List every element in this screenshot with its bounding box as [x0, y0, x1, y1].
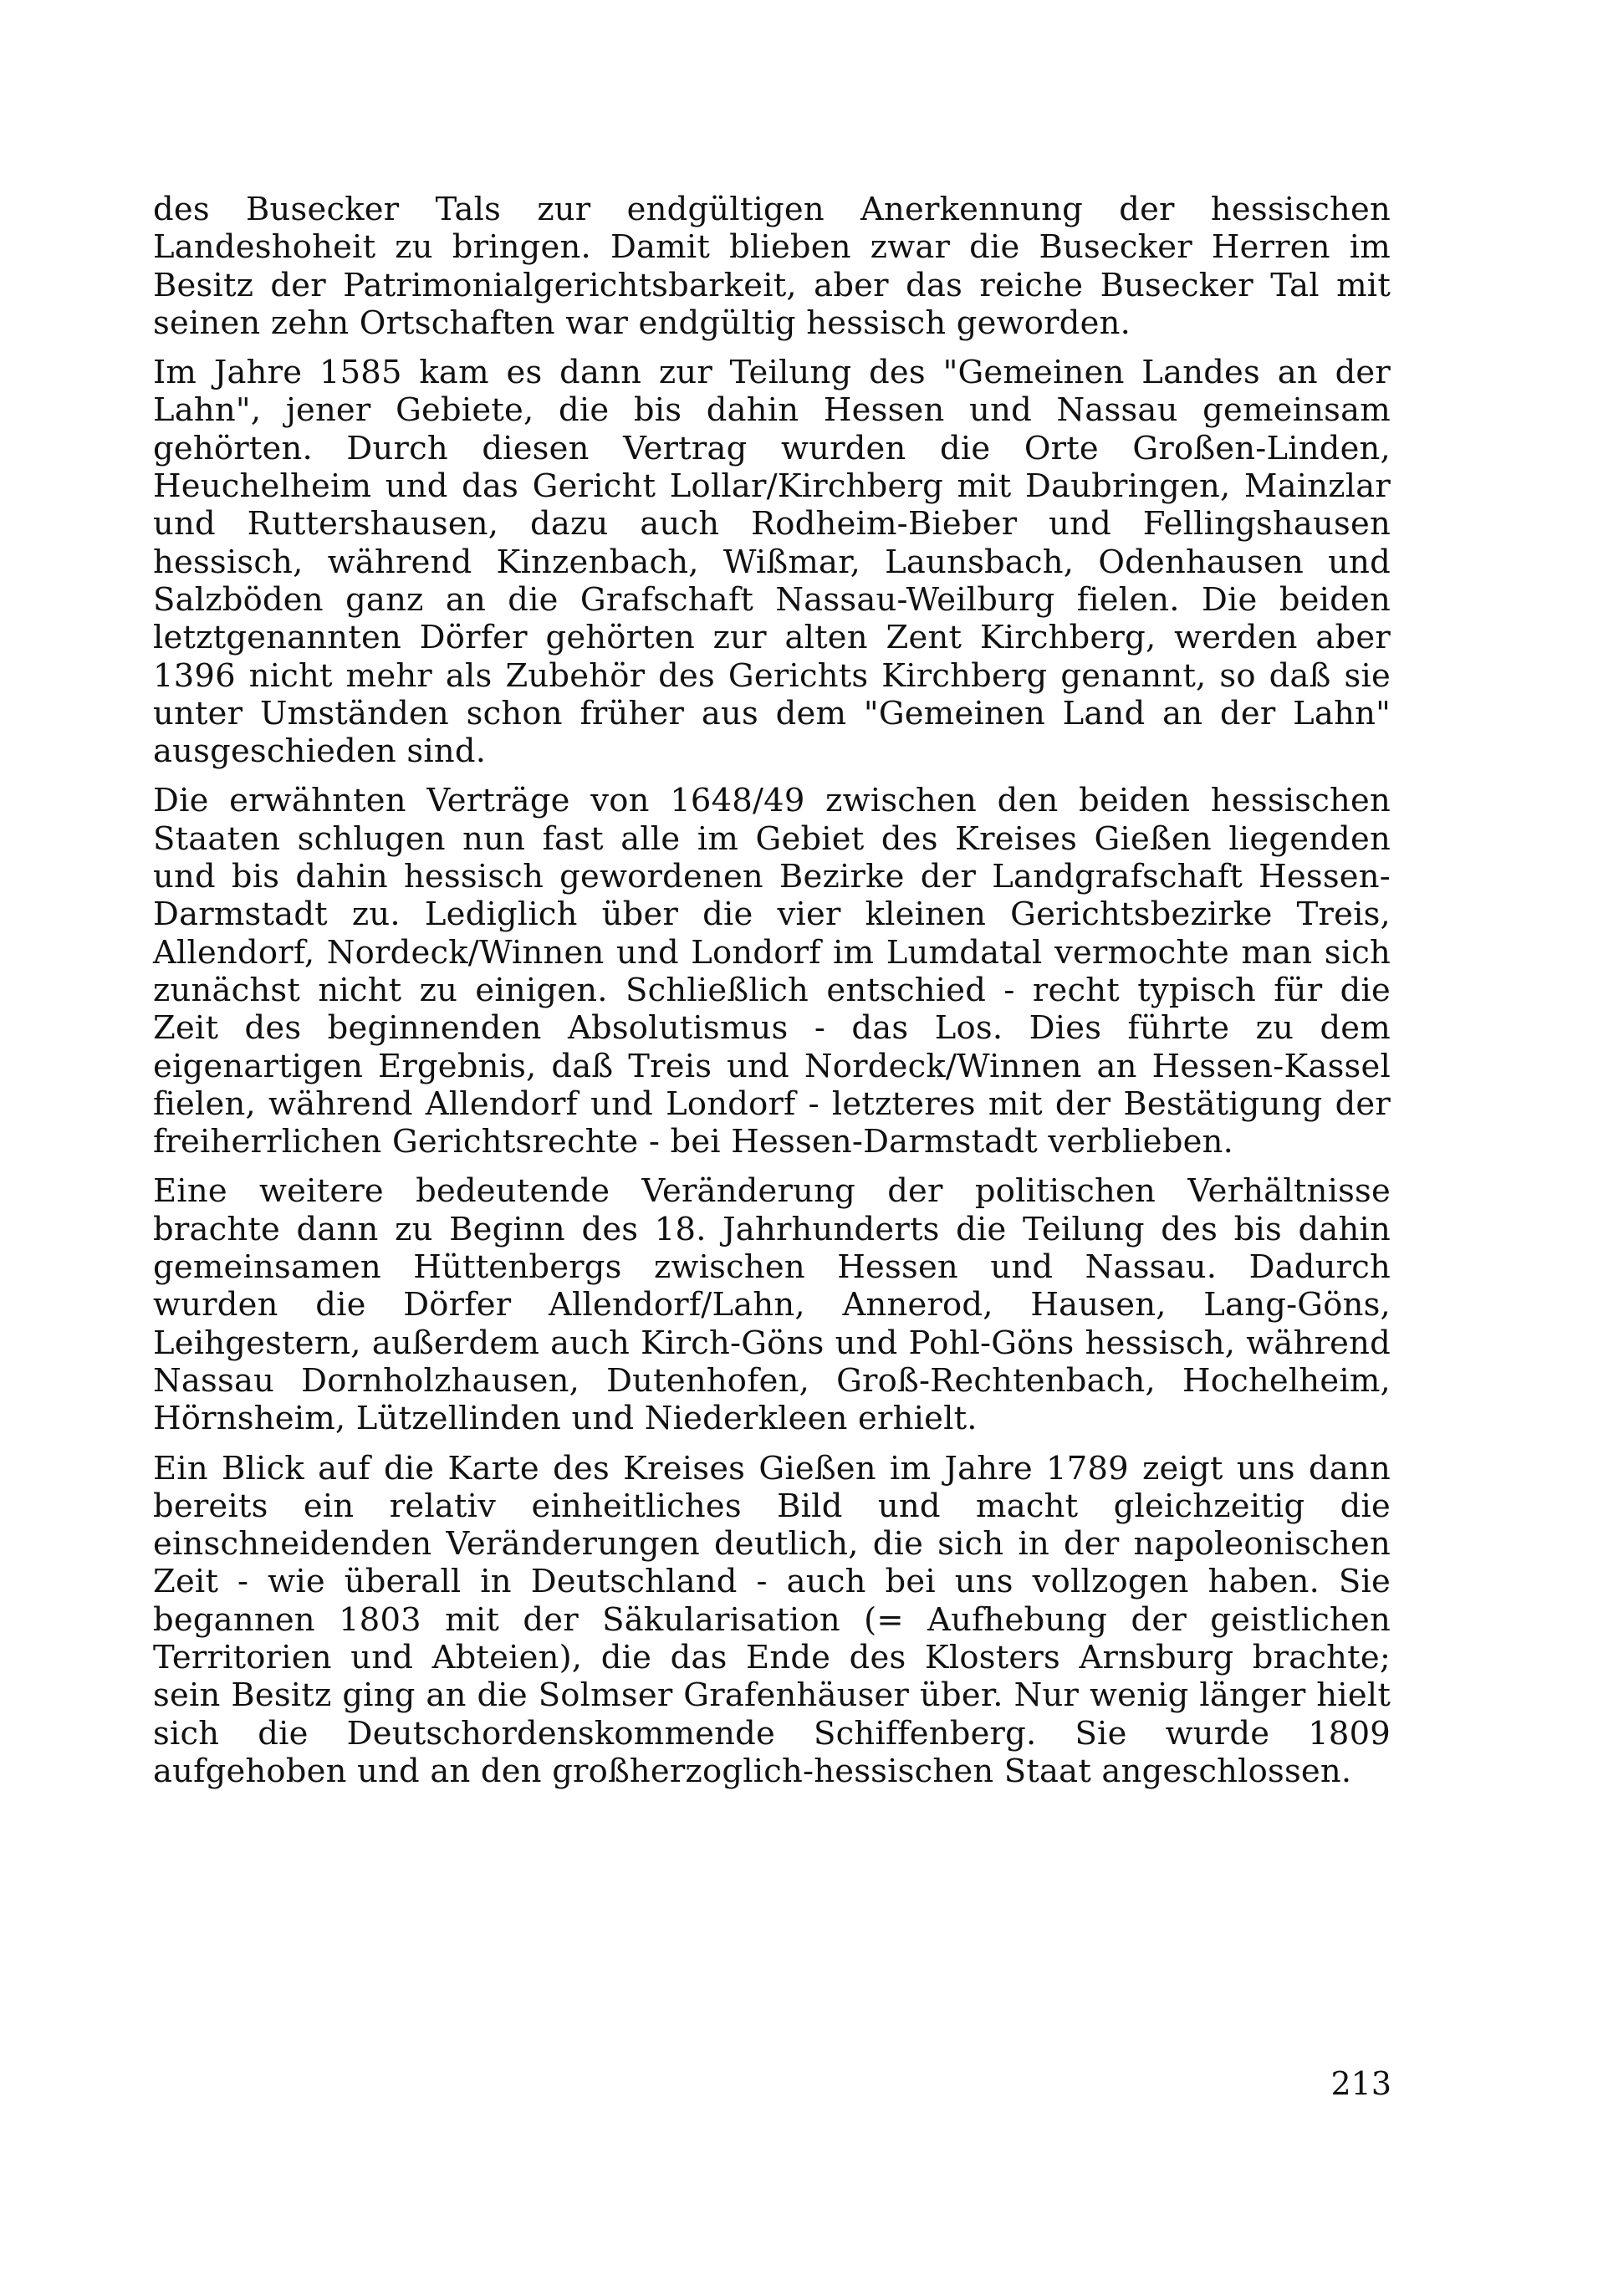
page-number: 213: [1330, 2065, 1391, 2102]
paragraph-3: Die erwähnten Verträge von 1648/49 zwischen den beiden hessischen Staaten schlugen nun fast alle im Gebiet des Kreises Gießen liegenden und bis dahin hessisch gewordenen Bezirke der Landgrafschaft Hessen-Darmstadt zu. Lediglich über die vier kleinen Gerichtsbezirke Treis, Allendorf, Nordeck/Winnen und Londorf im Lumdatal vermochte man sich zunächst nicht zu einigen. Schließlich entschied - recht typisch für die Zeit des beginnenden Absolutismus - das Los. Dies führte zu dem eigenartigen Ergebnis, daß Treis und Nordeck/Winnen an Hessen-Kassel fielen, während Allendorf und Londorf - letzteres mit der Bestätigung der freiherrlichen Gerichtsrechte - bei Hessen-Darmstadt verblieben.: [153, 782, 1391, 1161]
paragraph-2: Im Jahre 1585 kam es dann zur Teilung des "Gemeinen Landes an der Lahn", jener Gebiete, die bis dahin Hessen und Nassau gemeinsam gehörten. Durch diesen Vertrag wurden die Orte Großen-Linden, Heuchelheim und das Gericht Lollar/Kirchberg mit Daubringen, Mainzlar und Ruttershausen, dazu auch Rodheim-Bieber und Fellingshausen hessisch, während Kinzenbach, Wißmar, Launsbach, Odenhausen und Salzböden ganz an die Grafschaft Nassau-Weilburg fielen. Die beiden letztgenannten Dörfer gehörten zur alten Zent Kirchberg, werden aber 1396 nicht mehr als Zubehör des Gerichts Kirchberg genannt, so daß sie unter Umständen schon früher aus dem "Gemeinen Land an der Lahn" ausgeschieden sind.: [153, 354, 1391, 771]
paragraph-5: Ein Blick auf die Karte des Kreises Gießen im Jahre 1789 zeigt uns dann bereits ein relativ einheitliches Bild und macht gleichzeitig die einschneidenden Veränderungen deutlich, die sich in der napoleonischen Zeit - wie überall in Deutschland - auch bei uns vollzogen haben. Sie begannen 1803 mit der Säkularisation (= Aufhebung der geistlichen Territorien und Abteien), die das Ende des Klosters Arnsburg brachte; sein Besitz ging an die Solmser Grafenhäuser über. Nur wenig länger hielt sich die Deutschordenskommende Schiffenberg. Sie wurde 1809 aufgehoben und an den großherzoglich-hessischen Staat angeschlossen.: [153, 1449, 1391, 1790]
paragraph-4: Eine weitere bedeutende Veränderung der politischen Verhältnisse brachte dann zu Beginn des 18. Jahrhunderts die Teilung des bis dahin gemeinsamen Hüttenbergs zwischen Hessen und Nassau. Dadurch wurden die Dörfer Allendorf/Lahn, Annerod, Hausen, Lang-Göns, Leihgestern, außerdem auch Kirch-Göns und Pohl-Göns hessisch, während Nassau Dornholzhausen, Dutenhofen, Groß-Rechtenbach, Hochelheim, Hörnsheim, Lützellinden und Niederkleen erhielt.: [153, 1172, 1391, 1438]
paragraph-1: des Busecker Tals zur endgültigen Anerkennung der hessischen Landeshoheit zu bringen. Damit blieben zwar die Busecker Herren im Besitz der Patrimonialgerichtsbarkeit, aber das reiche Busecker Tal mit seinen zehn Ortschaften war endgültig hessisch geworden.: [153, 191, 1391, 342]
body-text: [153, 191, 1391, 1802]
